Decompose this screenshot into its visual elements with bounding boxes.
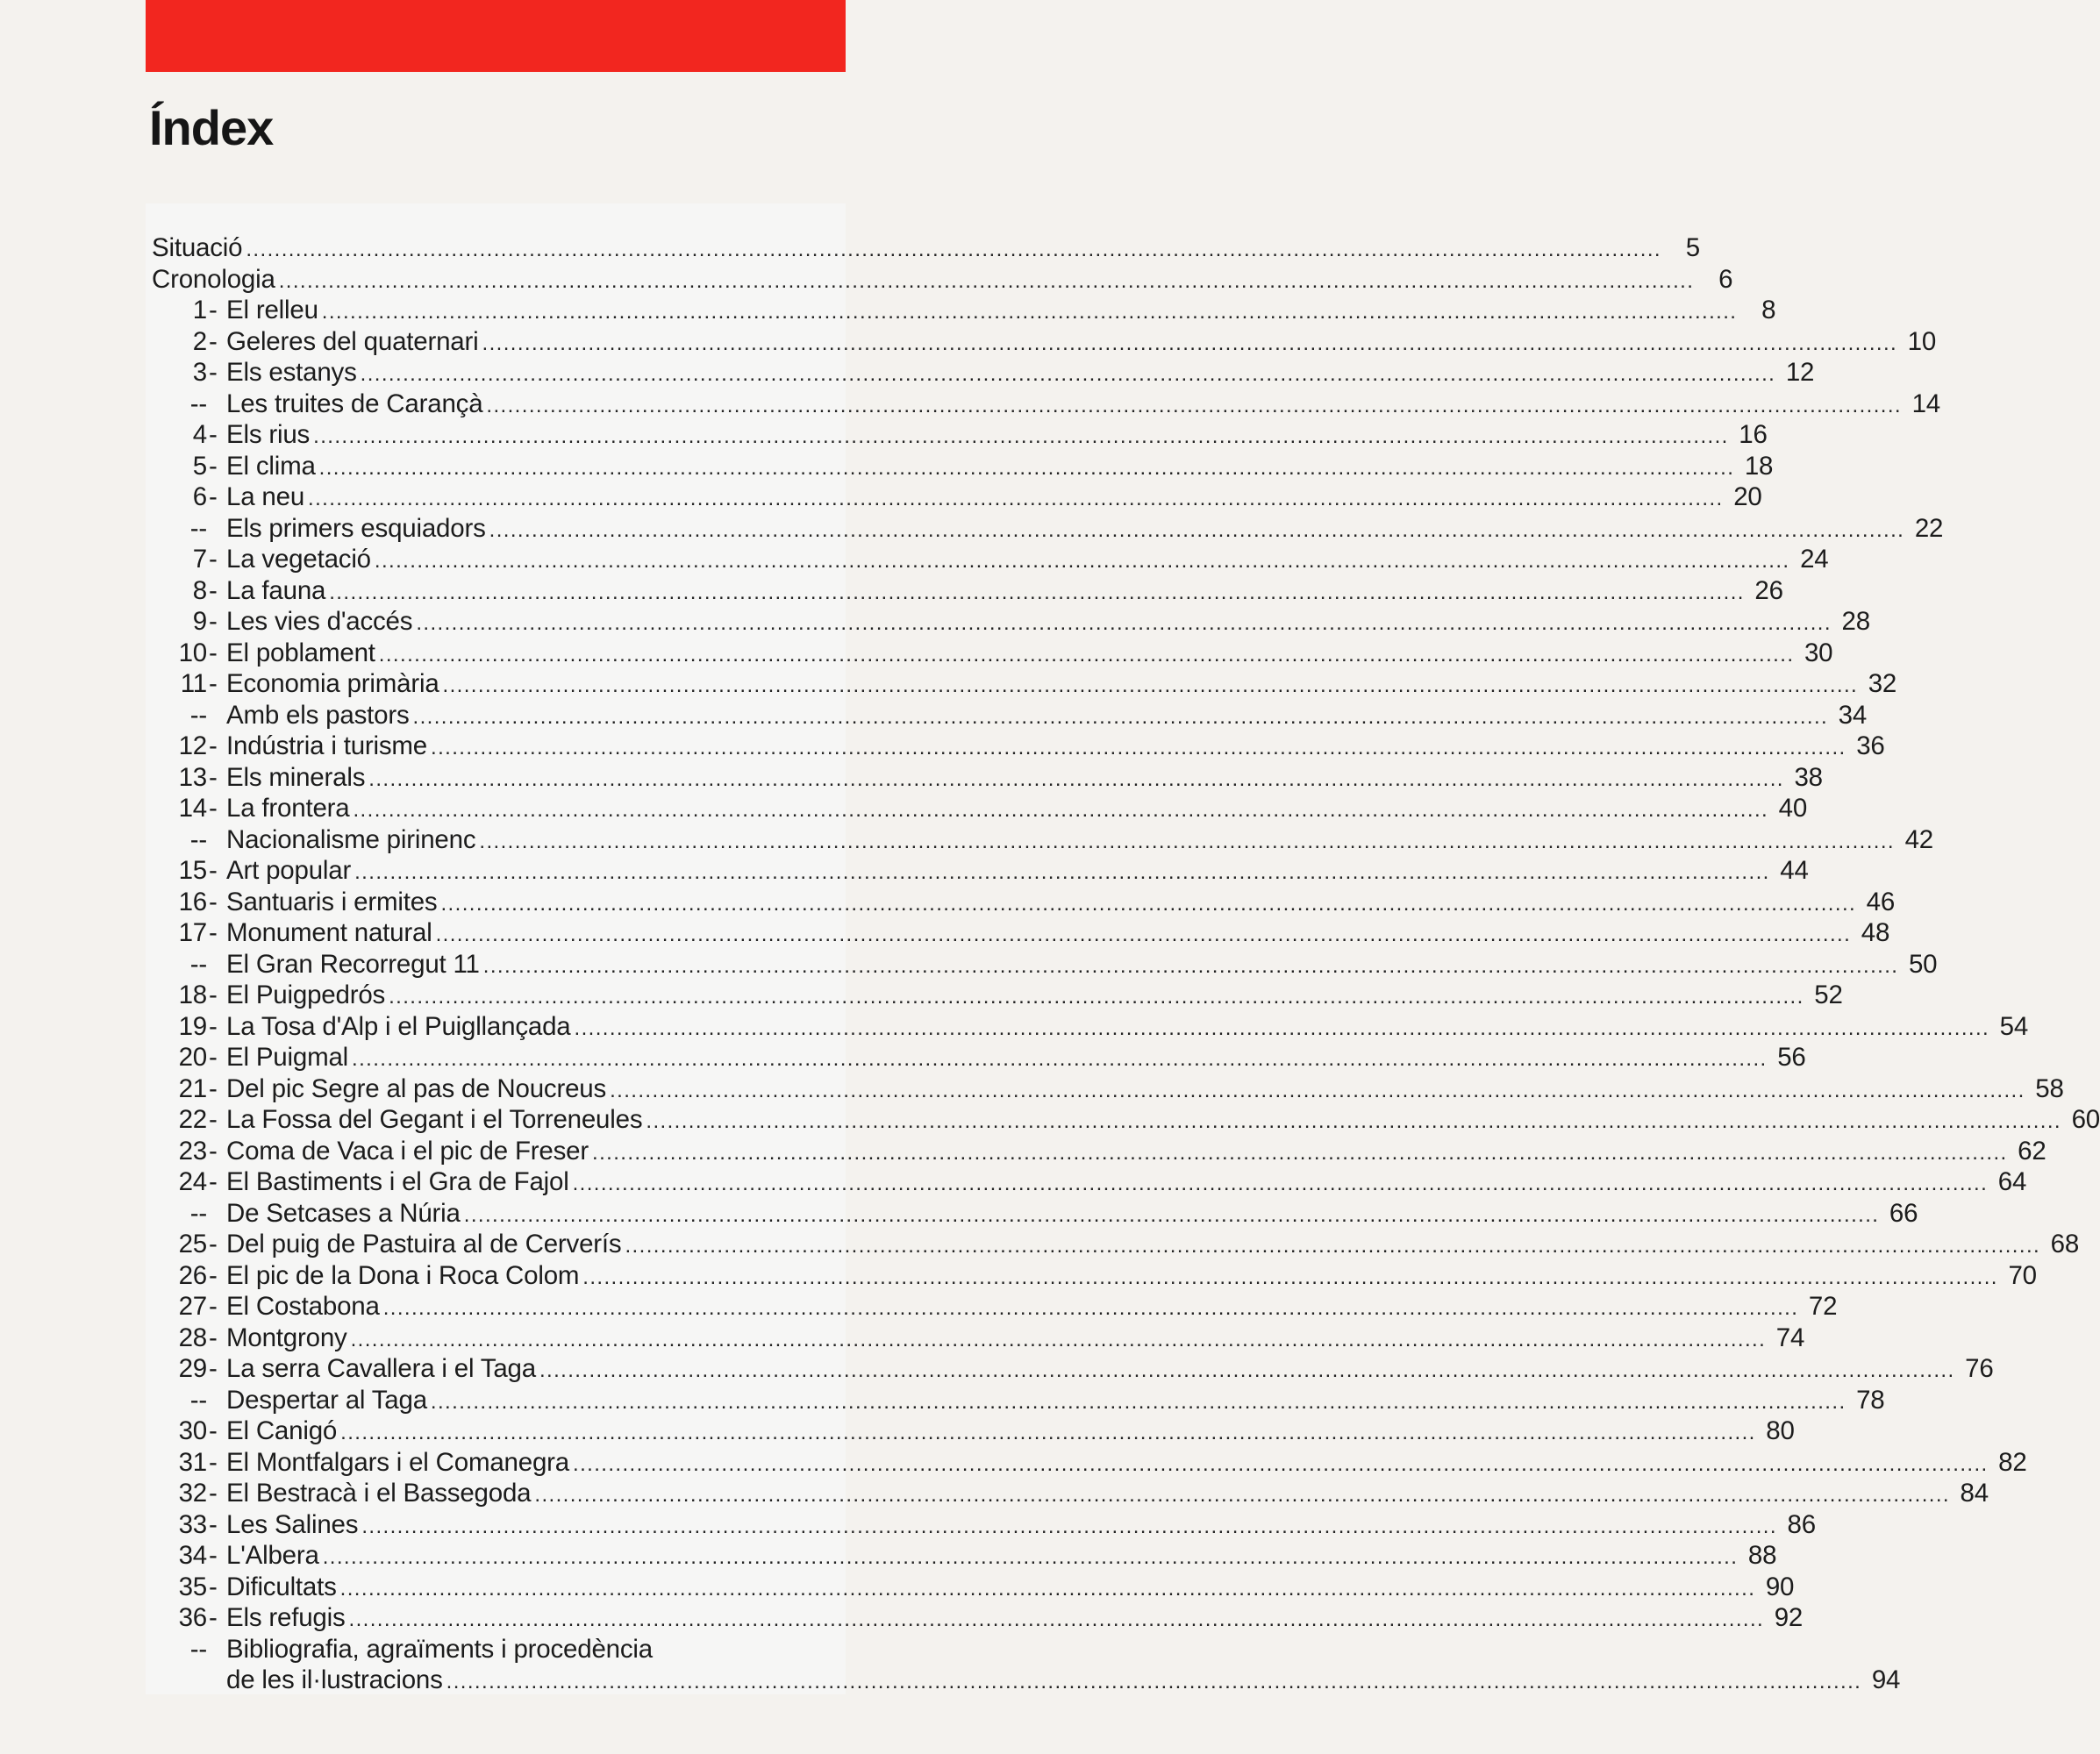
- toc-entry-number: 35: [178, 1572, 207, 1601]
- toc-entry-separator: -: [209, 1603, 218, 1632]
- toc-entry-separator: -: [209, 1447, 218, 1477]
- dot-leader: ........................................................................................................................................................................................................: [479, 829, 1895, 853]
- toc-entry-number: 8: [192, 575, 207, 605]
- toc-row[interactable]: [152, 1073, 2064, 1105]
- toc-page-number: 70: [2008, 1260, 2037, 1290]
- toc-row[interactable]: [152, 1540, 1777, 1572]
- toc-entry-number: --: [189, 513, 207, 543]
- dot-leader: ........................................................................................................................................................................................................: [610, 1078, 2025, 1102]
- toc-page-number: 16: [1739, 420, 1768, 449]
- toc-page-number: 5: [1685, 233, 1700, 262]
- toc-row[interactable]: [152, 917, 1890, 949]
- toc-row[interactable]: [152, 1260, 2037, 1292]
- toc-row[interactable]: [152, 1572, 1795, 1603]
- toc-page-number: 40: [1778, 794, 1808, 823]
- toc-page-number: 28: [1841, 607, 1870, 636]
- toc-entry-number: 36: [178, 1603, 207, 1632]
- toc-entry-number: 4: [192, 420, 207, 449]
- toc-row[interactable]: [152, 1291, 1838, 1323]
- dot-leader: ........................................................................................................................................................................................................: [378, 642, 1795, 667]
- toc-entry-separator: -: [209, 856, 218, 885]
- toc-entry-separator: -: [209, 607, 218, 636]
- dot-leader: ........................................................................................................................................................................................................: [308, 487, 1724, 510]
- toc-row[interactable]: [152, 824, 1933, 856]
- toc-entry-separator: -: [209, 1572, 218, 1601]
- toc-row[interactable]: [152, 980, 1843, 1011]
- toc-entry-title: Els estanys: [226, 358, 357, 387]
- toc-page-number: 42: [1904, 824, 1933, 854]
- toc-entry-separator: -: [209, 794, 218, 823]
- toc-entry-title: Indústria i turisme: [226, 731, 428, 760]
- toc-entry-number: 19: [178, 1011, 207, 1041]
- dot-leader: ........................................................................................................................................................................................................: [572, 1172, 1989, 1195]
- toc-row[interactable]: [152, 700, 1868, 731]
- toc-entry-number: 16: [178, 887, 207, 916]
- toc-entry-title: Els minerals: [226, 762, 366, 792]
- toc-page-number: 88: [1747, 1541, 1777, 1570]
- toc-entry-number: 9: [192, 607, 207, 636]
- toc-page-number: 92: [1774, 1603, 1804, 1632]
- toc-entry-title: Art popular: [226, 856, 352, 885]
- toc-row[interactable]: [152, 1353, 1994, 1385]
- toc-entry-title: El clima: [226, 451, 316, 481]
- toc-entry-title: El Puigpedrós: [226, 980, 386, 1009]
- dot-leader: ........................................................................................................................................................................................................: [412, 704, 1829, 729]
- toc-entry-title: Del puig de Pastuira al de Cerverís: [226, 1230, 622, 1258]
- toc-row-cronologia[interactable]: [152, 264, 1733, 296]
- toc-entry-separator: -: [209, 1260, 218, 1290]
- toc-page-number: 14: [1911, 389, 1940, 418]
- toc-entry-separator: -: [209, 358, 218, 387]
- dot-leader: ........................................................................................................................................................................................................: [360, 362, 1776, 386]
- toc-entry-number: 32: [178, 1479, 207, 1508]
- dot-leader: ........................................................................................................................................................................................................: [486, 393, 1902, 417]
- dot-leader: ........................................................................................................................................................................................................: [446, 1670, 1862, 1693]
- dot-leader: ........................................................................................................................................................................................................: [534, 1483, 1950, 1507]
- toc-entry-title: Situació: [152, 233, 243, 262]
- toc-entry-number: 26: [178, 1260, 207, 1290]
- dot-leader: ........................................................................................................................................................................................................: [329, 580, 1745, 604]
- toc-row[interactable]: [152, 326, 1937, 358]
- toc-page-number: 20: [1733, 482, 1762, 511]
- page-title: Índex: [149, 100, 274, 155]
- toc-page-number: 10: [1907, 326, 1937, 356]
- toc-entry-separator: -: [209, 1011, 218, 1041]
- toc-row[interactable]: [152, 1011, 2029, 1043]
- toc-entry-title: Els rius: [226, 420, 311, 449]
- dot-leader: ........................................................................................................................................................................................................: [339, 1576, 1756, 1601]
- dot-leader: ........................................................................................................................................................................................................: [313, 424, 1729, 448]
- table-of-contents: [152, 232, 2100, 1696]
- toc-page-number: 68: [2050, 1230, 2080, 1258]
- toc-entry-number: 22: [178, 1105, 207, 1134]
- toc-entry-title: El Bestracà i el Bassegoda: [226, 1479, 532, 1508]
- toc-row-situacio[interactable]: [152, 232, 1700, 264]
- dot-leader: ........................................................................................................................................................................................................: [246, 238, 1661, 261]
- toc-page-number: 84: [1960, 1479, 1989, 1508]
- dot-leader: ........................................................................................................................................................................................................: [350, 1327, 1767, 1351]
- toc-entry-separator: -: [209, 420, 218, 449]
- toc-entry-title: La serra Cavallera i el Taga: [226, 1354, 536, 1383]
- toc-entry-title: Del pic Segre al pas de Noucreus: [226, 1073, 607, 1103]
- toc-entry-title: Les truites de Carançà: [226, 389, 483, 418]
- toc-row[interactable]: [152, 1323, 1805, 1354]
- toc-row[interactable]: [152, 1136, 2046, 1167]
- dot-leader: ........................................................................................................................................................................................................: [574, 1016, 1990, 1040]
- toc-page-number: 48: [1861, 918, 1890, 947]
- toc-page-number: 80: [1766, 1416, 1795, 1445]
- toc-page-number: 46: [1866, 887, 1896, 916]
- toc-entry-number: 3: [192, 358, 207, 387]
- toc-page-number: 60: [2071, 1105, 2100, 1134]
- toc-entry-separator: -: [209, 762, 218, 792]
- toc-entry-title: Monument natural: [226, 918, 432, 947]
- dot-leader: ........................................................................................................................................................................................................: [573, 1451, 1989, 1476]
- dot-leader: ........................................................................................................................................................................................................: [430, 1389, 1846, 1414]
- toc-entry-title: La Fossa del Gegant i el Torreneules: [226, 1105, 643, 1134]
- dot-leader: ........................................................................................................................................................................................................: [340, 1421, 1756, 1444]
- toc-page-number: 72: [1808, 1292, 1838, 1321]
- toc-row[interactable]: [152, 1415, 1795, 1447]
- dot-leader: ........................................................................................................................................................................................................: [321, 300, 1738, 324]
- toc-entry-title: Economia primària: [226, 669, 439, 698]
- toc-entry-number: --: [189, 1385, 207, 1415]
- toc-page-number: 8: [1761, 296, 1776, 324]
- toc-page-number: 54: [1999, 1011, 2029, 1041]
- dot-leader: ........................................................................................................................................................................................................: [431, 736, 1846, 759]
- toc-entry-title: L'Albera: [226, 1541, 319, 1570]
- toc-page-number: 44: [1780, 856, 1809, 885]
- toc-entry-separator: -: [209, 1509, 218, 1539]
- toc-entry-separator: -: [209, 1479, 218, 1508]
- toc-entry-number: --: [189, 700, 207, 730]
- dot-leader: ........................................................................................................................................................................................................: [442, 674, 1859, 697]
- dot-leader: ........................................................................................................................................................................................................: [646, 1109, 2061, 1133]
- toc-entry-title: El Costabona: [226, 1292, 380, 1321]
- dot-leader: ........................................................................................................................................................................................................: [416, 611, 1832, 635]
- toc-entry-number: 20: [178, 1043, 207, 1072]
- toc-row[interactable]: [152, 481, 1762, 513]
- toc-row[interactable]: [152, 793, 1808, 824]
- toc-entry-title: El Gran Recorregut 11: [226, 949, 480, 979]
- toc-entry-number: 17: [178, 918, 207, 947]
- toc-entry-number: 33: [178, 1509, 207, 1539]
- toc-entry-number: --: [189, 389, 207, 418]
- toc-entry-title: Santuaris i ermites: [226, 887, 438, 916]
- dot-leader: ........................................................................................................................................................................................................: [482, 331, 1898, 355]
- toc-entry-separator: -: [209, 1105, 218, 1134]
- toc-entry-title: El Canigó: [226, 1416, 338, 1445]
- toc-page-number: 58: [2035, 1073, 2064, 1103]
- toc-chapter-list: [152, 295, 2100, 1634]
- toc-page-number: 62: [2018, 1136, 2046, 1166]
- toc-entry-title: Amb els pastors: [226, 700, 410, 730]
- dot-leader: ........................................................................................................................................................................................................: [368, 766, 1784, 791]
- dot-leader: ........................................................................................................................................................................................................: [482, 953, 1899, 978]
- toc-page-number: 66: [1889, 1198, 1918, 1228]
- toc-page-number: 36: [1856, 731, 1885, 760]
- toc-entry-separator: -: [209, 1323, 218, 1352]
- toc-entry-separator: -: [209, 887, 218, 916]
- toc-entry-title: El Montfalgars i el Comanegra: [226, 1447, 569, 1477]
- toc-entry-title: El pic de la Dona i Roca Colom: [226, 1260, 580, 1290]
- toc-page-number: 26: [1754, 575, 1783, 605]
- toc-page-number: 18: [1744, 451, 1774, 481]
- toc-entry-title: La neu: [226, 482, 305, 511]
- toc-row[interactable]: [152, 762, 1823, 794]
- toc-entry-number: 10: [178, 638, 207, 667]
- toc-entry-number: --: [189, 824, 207, 854]
- toc-entry-number: 18: [178, 980, 207, 1009]
- toc-entry-separator: -: [209, 482, 218, 511]
- toc-page-number: 86: [1787, 1509, 1816, 1539]
- dot-leader: ........................................................................................................................................................................................................: [382, 1296, 1799, 1320]
- toc-entry-title-line1: Bibliografia, agraïments i procedència: [226, 1634, 653, 1664]
- toc-entry-separator: -: [209, 1541, 218, 1570]
- dot-leader: ........................................................................................................................................................................................................: [592, 1140, 2008, 1165]
- toc-page-number: 52: [1814, 980, 1843, 1009]
- toc-entry-title: Les Salines: [226, 1509, 359, 1539]
- dot-leader: ........................................................................................................................................................................................................: [435, 923, 1852, 946]
- toc-entry-number: 21: [178, 1073, 207, 1103]
- toc-row[interactable]: [152, 1602, 1804, 1634]
- toc-entry-separator: -: [209, 669, 218, 698]
- toc-entry-separator: -: [209, 1230, 218, 1258]
- toc-entry-title-line2: de les il·lustracions: [226, 1665, 443, 1694]
- toc-row[interactable]: [152, 575, 1783, 607]
- dot-leader: ........................................................................................................................................................................................................: [625, 1234, 2041, 1258]
- toc-entry-number: 12: [178, 731, 207, 760]
- toc-row[interactable]: [152, 357, 1815, 389]
- header-color-band: [146, 0, 846, 72]
- dot-leader: ........................................................................................................................................................................................................: [463, 1202, 1880, 1227]
- toc-row[interactable]: [152, 389, 1940, 420]
- toc-page-number: 32: [1868, 669, 1897, 698]
- toc-entry-number: 11: [180, 669, 207, 698]
- toc-page-number: 90: [1765, 1572, 1795, 1601]
- toc-entry-number: 28: [178, 1323, 207, 1352]
- toc-row[interactable]: [152, 606, 1870, 638]
- toc-entry-title: Els primers esquiadors: [226, 513, 486, 543]
- toc-entry-number: 34: [178, 1541, 207, 1570]
- toc-entry-title: El relleu: [226, 296, 318, 324]
- toc-entry-number: --: [189, 1634, 207, 1664]
- toc-page-number: 6: [1718, 264, 1733, 294]
- toc-page-number: 94: [1871, 1665, 1901, 1694]
- toc-entry-separator: -: [209, 451, 218, 481]
- toc-entry-number: 31: [178, 1447, 207, 1477]
- dot-leader: ........................................................................................................................................................................................................: [582, 1265, 1998, 1289]
- toc-page-number: 34: [1838, 700, 1868, 730]
- toc-entry-title: La fauna: [226, 575, 326, 605]
- toc-page-number: 50: [1908, 949, 1938, 979]
- toc-row[interactable]: [152, 1042, 1806, 1073]
- toc-entry-title: El Puigmal: [226, 1043, 349, 1072]
- toc-entry-separator: -: [209, 545, 218, 574]
- dot-leader: ........................................................................................................................................................................................................: [352, 1047, 1768, 1071]
- toc-entry-title: El Bastiments i el Gra de Fajol: [226, 1167, 569, 1196]
- toc-entry-number: 2: [192, 326, 207, 356]
- toc-entry-number: --: [189, 1198, 207, 1228]
- toc-page-number: 38: [1794, 762, 1823, 792]
- dot-leader: ........................................................................................................................................................................................................: [374, 549, 1790, 573]
- toc-entry-title: El poblament: [226, 638, 375, 667]
- toc-entry-separator: -: [209, 1167, 218, 1196]
- toc-row[interactable]: [152, 731, 1885, 762]
- toc-entry-number: 24: [178, 1167, 207, 1196]
- toc-row[interactable]: [152, 949, 1938, 980]
- toc-entry-separator: -: [209, 1073, 218, 1103]
- toc-entry-title: La vegetació: [226, 545, 371, 574]
- toc-entry-number: 29: [178, 1354, 207, 1383]
- toc-entry-title: La Tosa d'Alp i el Puigllançada: [226, 1011, 571, 1041]
- toc-row[interactable]: [152, 1104, 2100, 1136]
- toc-page-number: 64: [1997, 1167, 2027, 1196]
- toc-entry-title: Geleres del quaternari: [226, 326, 479, 356]
- toc-entry-separator: -: [209, 575, 218, 605]
- toc-entry-separator: -: [209, 1416, 218, 1445]
- dot-leader: ........................................................................................................................................................................................................: [318, 455, 1735, 480]
- dot-leader: ........................................................................................................................................................................................................: [348, 1608, 1765, 1631]
- toc-row[interactable]: [152, 668, 1897, 700]
- toc-entry-title: Nacionalisme pirinenc: [226, 824, 476, 854]
- toc-entry-title: Dificultats: [226, 1572, 337, 1601]
- toc-entry-separator: -: [209, 296, 218, 324]
- dot-leader: ........................................................................................................................................................................................................: [322, 1545, 1739, 1569]
- toc-entry-separator: -: [209, 918, 218, 947]
- toc-row[interactable]: [152, 419, 1768, 451]
- dot-leader: ........................................................................................................................................................................................................: [489, 517, 1905, 542]
- toc-page-number: 78: [1856, 1385, 1885, 1415]
- toc-entry-title: La frontera: [226, 794, 350, 823]
- toc-row[interactable]: [152, 451, 1774, 482]
- toc-row[interactable]: [152, 1478, 1989, 1509]
- toc-entry-separator: -: [209, 1136, 218, 1166]
- toc-entry-title: Les vies d'accés: [226, 607, 413, 636]
- toc-entry-number: 6: [192, 482, 207, 511]
- toc-entry-separator: -: [209, 1354, 218, 1383]
- toc-page-number: 56: [1777, 1043, 1806, 1072]
- toc-entry-separator: -: [209, 638, 218, 667]
- toc-entry-number: 7: [192, 545, 207, 574]
- toc-entry-separator: -: [209, 980, 218, 1009]
- toc-entry-number: 5: [192, 451, 207, 481]
- toc-page-number: 12: [1785, 358, 1815, 387]
- toc-entry-number: 30: [178, 1416, 207, 1445]
- toc-page-number: 24: [1800, 545, 1829, 574]
- dot-leader: ........................................................................................................................................................................................................: [440, 891, 1857, 916]
- toc-entry-title: Els refugis: [226, 1603, 346, 1632]
- toc-entry-separator: -: [209, 326, 218, 356]
- toc-row[interactable]: [152, 1509, 1816, 1541]
- toc-entry-number: 14: [178, 794, 207, 823]
- toc-entry-number: --: [189, 949, 207, 979]
- toc-entry-number: 13: [178, 762, 207, 792]
- toc-entry-title: Montgrony: [226, 1323, 347, 1352]
- dot-leader: ........................................................................................................................................................................................................: [389, 985, 1804, 1009]
- toc-page-number: 76: [1965, 1354, 1994, 1383]
- toc-row[interactable]: [152, 1229, 2080, 1260]
- toc-entry-separator: -: [209, 1043, 218, 1072]
- toc-row[interactable]: [152, 544, 1829, 575]
- toc-row[interactable]: [152, 1198, 1918, 1230]
- toc-entry-title: Coma de Vaca i el pic de Freser: [226, 1136, 589, 1166]
- toc-row[interactable]: [152, 887, 1896, 918]
- dot-leader: ........................................................................................................................................................................................................: [539, 1358, 1955, 1382]
- toc-row[interactable]: [152, 1447, 2027, 1479]
- dot-leader: ........................................................................................................................................................................................................: [361, 1514, 1777, 1538]
- toc-entry-number: 15: [178, 856, 207, 885]
- toc-page-number: 82: [1998, 1447, 2027, 1477]
- toc-entry-number: 27: [178, 1292, 207, 1321]
- toc-entry-number: 25: [178, 1230, 207, 1258]
- toc-entry-separator: -: [209, 731, 218, 760]
- toc-row[interactable]: [152, 855, 1809, 887]
- toc-page-number: 74: [1775, 1323, 1805, 1352]
- dot-leader: ........................................................................................................................................................................................................: [353, 798, 1769, 822]
- toc-row[interactable]: [152, 1166, 2027, 1198]
- toc-entry-title: Cronologia: [152, 264, 275, 294]
- toc-entry-title: De Setcases a Núria: [226, 1198, 461, 1228]
- toc-entry-separator: -: [209, 1292, 218, 1321]
- dot-leader: ........................................................................................................................................................................................................: [278, 268, 1695, 293]
- toc-row-bibliografia[interactable]: [152, 1634, 1901, 1696]
- toc-page-number: 30: [1804, 638, 1833, 667]
- toc-page-number: 22: [1914, 513, 1944, 543]
- dot-leader: ........................................................................................................................................................................................................: [354, 860, 1770, 884]
- toc-row[interactable]: [152, 638, 1833, 669]
- toc-row[interactable]: [152, 513, 1944, 545]
- toc-entry-number: 1: [192, 296, 207, 324]
- toc-row[interactable]: [152, 1385, 1885, 1416]
- toc-entry-title: Despertar al Taga: [226, 1385, 427, 1415]
- toc-row[interactable]: [152, 295, 1776, 326]
- toc-entry-number: 23: [178, 1136, 207, 1166]
